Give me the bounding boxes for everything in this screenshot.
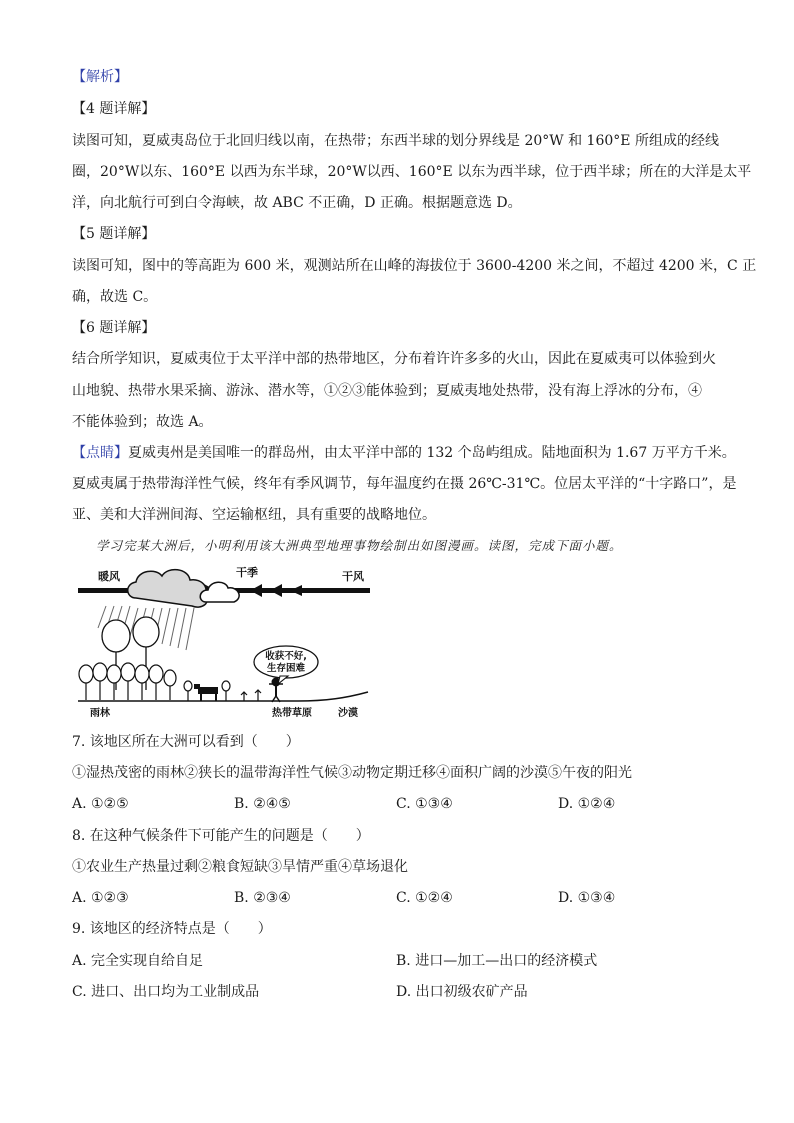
q6-line-3: 不能体验到；故选 A。 bbox=[72, 414, 213, 430]
dry-wind-arrows bbox=[250, 584, 302, 597]
rain-cloud bbox=[128, 570, 239, 607]
q7-option-a[interactable]: A. ①②⑤ bbox=[72, 796, 129, 812]
q5-line-1: 读图可知，图中的等高距为 600 米，观测站所在山峰的海拔位于 3600-4200 米之间，不超过 4200 米，C 正 bbox=[72, 258, 757, 274]
q4-line-3: 洋，向北航行可到白令海峡，故 ABC 不正确，D 正确。根据题意选 D。 bbox=[72, 195, 522, 211]
label-rainforest: 雨林 bbox=[90, 708, 110, 719]
q8-stem: 8. 在这种气候条件下可能产生的问题是（ ） bbox=[72, 828, 370, 844]
tip-line-2: 夏威夷属于热带海洋性气候，终年有季风调节，每年温度约在摄 26℃-31℃。位居太平洋的“十字路口”，是 bbox=[72, 476, 737, 492]
label-desert: 沙漠 bbox=[338, 708, 358, 719]
q4-header: 【4 题详解】 bbox=[72, 101, 156, 117]
q6-line-2: 山地貌、热带水果采摘、游泳、潜水等，①②③能体验到；夏威夷地处热带，没有海上浮冰的分布，④ bbox=[72, 383, 702, 399]
q5-header: 【5 题详解】 bbox=[72, 226, 156, 242]
q9-option-b[interactable]: B. 进口—加工—出口的经济模式 bbox=[396, 953, 598, 969]
q5-line-2: 确，故选 C。 bbox=[72, 289, 158, 305]
label-dry-wind: 干风 bbox=[342, 570, 364, 583]
tip-line-3: 亚、美和大洋洲间海、空运输枢纽，具有重要的战略地位。 bbox=[72, 507, 436, 523]
q7-option-d[interactable]: D. ①②④ bbox=[558, 796, 616, 812]
ground-line bbox=[78, 692, 368, 701]
dry-shrubs bbox=[241, 690, 261, 701]
climate-cartoon bbox=[76, 558, 376, 720]
label-savanna: 热带草原 bbox=[272, 708, 312, 719]
analysis-header: 【解析】 bbox=[72, 69, 128, 85]
q4-line-2: 圈，20°W以东、160°E 以西为东半球，20°W以西、160°E 以东为西半球，位于西半球；所在的大洋是太平 bbox=[72, 164, 752, 180]
speech-line-1: 收获不好, bbox=[265, 651, 307, 662]
label-dry-season: 干季 bbox=[236, 566, 258, 579]
q9-option-d[interactable]: D. 出口初级农矿产品 bbox=[396, 984, 528, 1000]
q7-statements: ①湿热茂密的雨林②狭长的温带海洋性气候③动物定期迁移④面积广阔的沙漠⑤午夜的阳光 bbox=[72, 765, 632, 781]
q4-line-1: 读图可知，夏威夷岛位于北回归线以南，在热带；东西半球的划分界线是 20°W 和 160°E 所组成的经线 bbox=[72, 133, 719, 149]
speech-line-2: 生存困难 bbox=[266, 663, 306, 674]
q7-stem: 7. 该地区所在大洲可以看到（ ） bbox=[72, 734, 300, 750]
q6-line-1: 结合所学知识，夏威夷位于太平洋中部的热带地区，分布着许许多多的火山，因此在夏威夷可以体验到火 bbox=[72, 351, 716, 367]
q8-statements: ①农业生产热量过剩②粮食短缺③旱情严重④草场退化 bbox=[72, 859, 408, 875]
q8-option-c[interactable]: C. ①②④ bbox=[396, 890, 453, 906]
q7-option-c[interactable]: C. ①③④ bbox=[396, 796, 453, 812]
q8-option-b[interactable]: B. ②③④ bbox=[234, 890, 291, 906]
q6-header: 【6 题详解】 bbox=[72, 320, 156, 336]
rainforest-trees bbox=[79, 663, 176, 700]
tip-text-1: 夏威夷州是美国唯一的群岛州，由太平洋中部的 132 个岛屿组成。陆地面积为 1.67 万平方千米。 bbox=[128, 445, 736, 461]
q8-option-d[interactable]: D. ①③④ bbox=[558, 890, 616, 906]
speech-bubble-tail bbox=[278, 676, 288, 684]
tip-tag: 【点睛】 bbox=[72, 445, 128, 461]
tip-line-1 bbox=[72, 443, 736, 463]
q9-option-a[interactable]: A. 完全实现自给自足 bbox=[72, 953, 204, 969]
q9-option-c[interactable]: C. 进口、出口均为工业制成品 bbox=[72, 984, 260, 1000]
grazing-animal bbox=[194, 684, 218, 701]
q9-stem: 9. 该地区的经济特点是（ ） bbox=[72, 921, 272, 937]
label-wet-wind: 暖风 bbox=[98, 570, 120, 583]
q8-option-a[interactable]: A. ①②③ bbox=[72, 890, 129, 906]
question-intro: 学习完某大洲后，小明利用该大洲典型地理事物绘制出如图漫画。读图，完成下面小题。 bbox=[96, 538, 623, 553]
q7-option-b[interactable]: B. ②④⑤ bbox=[234, 796, 291, 812]
